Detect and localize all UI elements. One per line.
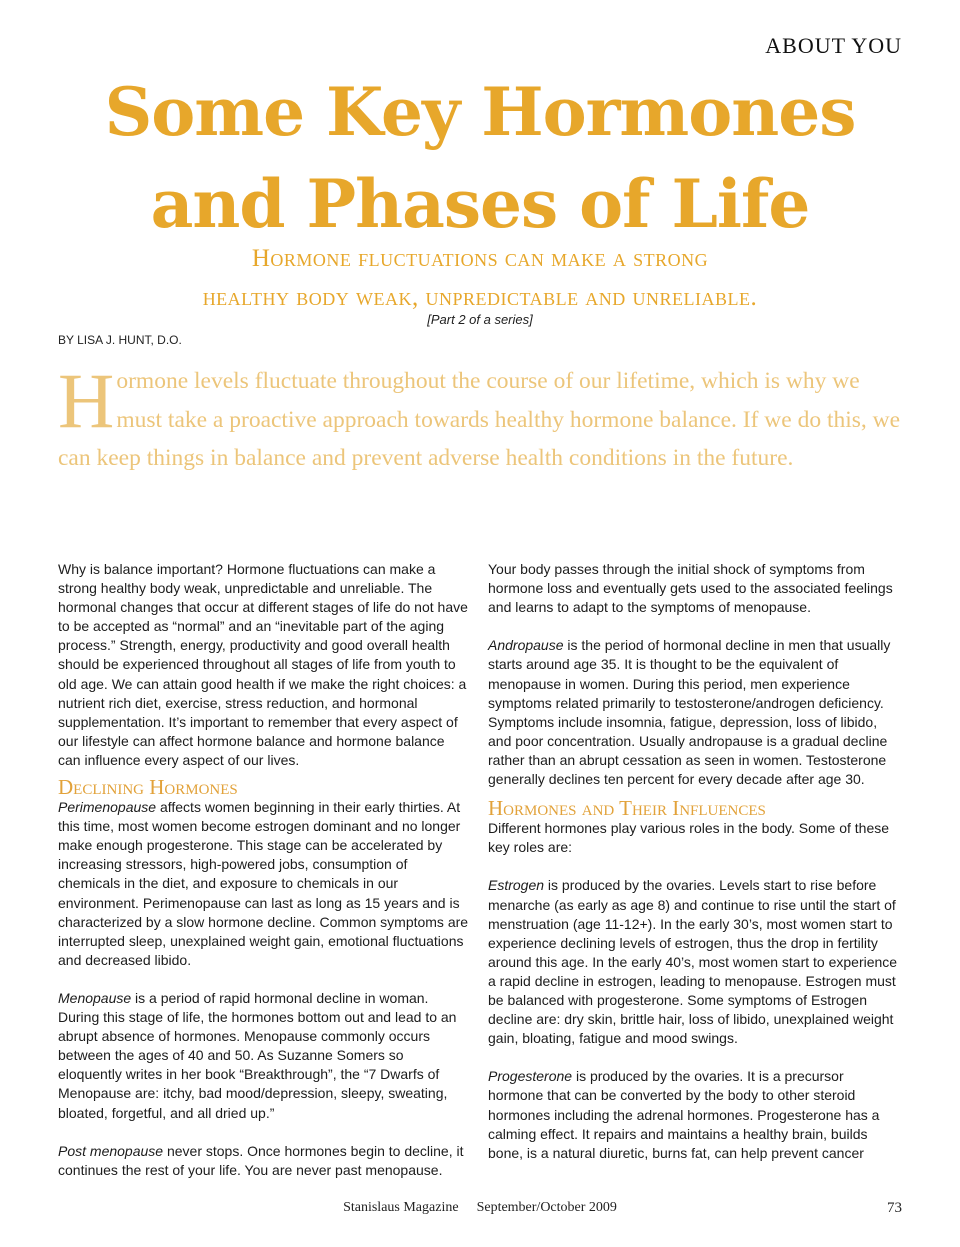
- issue-date: September/October 2009: [476, 1200, 617, 1215]
- post-menopause-term: Post menopause: [58, 1142, 164, 1159]
- page-footer: [0, 1200, 960, 1216]
- andropause-term: Andropause: [488, 637, 564, 654]
- page-number: 73: [887, 1200, 902, 1216]
- intro-text: ormone levels fluctuate throughout the course of our lifetime, which is why we must take a proactive approach towards healthy hormone balance. If we do this, we can keep things in balance and prevent adverse health conditions in the future.: [58, 368, 901, 471]
- hormones-influences-heading: Hormones and Their Influences: [488, 796, 766, 821]
- estrogen-paragraph: [488, 876, 902, 1048]
- post-menopause-paragraph: [58, 1142, 470, 1180]
- adaptation-paragraph: Your body passes through the initial shock of symptoms from hormone loss and eventually gets used to the associated feelings and learns to adapt to the symptoms of menopause.: [488, 561, 893, 616]
- perimenopause-text: affects women beginning in their early thirties. At this time, most women become estrogen dominant and no longer make enough progesterone. This stage can be accelerated by increasing stressors, high-powered jobs, consumption of chemicals in the diet, and exposure to chemicals in our environment. Perimenopause can last as long as 15 years and is characterized by a slow hormone decline. Common symptoms are interrupted sleep, unexplained weight gain, emotional fluctuations and decreased libido.: [58, 799, 469, 968]
- estrogen-text: is produced by the ovaries. Levels start to rise before menarche (as early as age 8) and continue to rise until the start of menstruation (age 11-12+). In the early 30’s, most women start to experience declining levels of estrogen, thus the drop in fertility around this age. In the early 40’s, most women start to experience a rapid decline in estrogen, leading to menopause. Estrogen must be balanced with progesterone. Some symptoms of Estrogen decline are: dry skin, brittle hair, loss of libido, unexplained weight gain, bloating, fatigue and mood swings.: [488, 877, 898, 1047]
- estrogen-term: Estrogen: [488, 877, 545, 894]
- perimenopause-paragraph: [58, 798, 470, 970]
- article-title-line-2: and Phases of Life: [150, 165, 810, 243]
- perimenopause-term: Perimenopause: [58, 799, 157, 816]
- intro-paragraph: [58, 357, 908, 478]
- drop-cap: H: [58, 357, 115, 444]
- progesterone-term: Progesterone: [488, 1068, 573, 1085]
- menopause-term: Menopause: [58, 989, 132, 1006]
- post-menopause-text: never stops. Once hormones begin to decline, it continues the rest of your life. You are never past menopause.: [58, 1142, 464, 1178]
- andropause-paragraph: [488, 636, 902, 789]
- article-title-line-1: Some Key Hormones: [104, 73, 856, 151]
- subtitle-line-2: healthy body weak, unpredictable and unreliable.: [202, 284, 758, 311]
- section-tag: ABOUT YOU: [765, 33, 902, 58]
- subtitle-line-1: Hormone fluctuations can make a strong: [251, 245, 709, 272]
- series-note: [Part 2 of a series]: [427, 312, 533, 327]
- byline: BY LISA J. HUNT, D.O.: [58, 333, 182, 347]
- menopause-paragraph: [58, 989, 470, 1123]
- progesterone-text: is produced by the ovaries. It is a precursor hormone that can be converted by the body to other steroid hormones including the adrenal hormones. Progesterone has a calming effect. It repairs and maintains a healthy brain, builds bone, is a natural diuretic, burns fat, can help prevent cancer: [488, 1068, 880, 1161]
- menopause-text: is a period of rapid hormonal decline in woman. During this stage of life, the hormones bottom out and lead to an abrupt absence of hormones. Menopause commonly occurs between the ages of 40 and 50. As Suzanne Somers so eloquently writes in her book “Breakthrough”, the “7 Dwarfs of Menopause are: itchy, bad mood/depression, sleepy, sweating, bloated, forgetful, and all dried up.”: [58, 989, 457, 1121]
- progesterone-paragraph: [488, 1067, 902, 1162]
- magazine-name: Stanislaus Magazine: [343, 1200, 459, 1215]
- key-roles-paragraph: Different hormones play various roles in the body. Some of these key roles are:: [488, 820, 890, 856]
- declining-hormones-heading: Declining Hormones: [58, 775, 238, 800]
- right-column: [488, 560, 902, 1163]
- left-column: [58, 560, 470, 1180]
- andropause-text: is the period of hormonal decline in men that usually starts around age 35. It is thought to be the equivalent of menopause in women. During this period, men experience symptoms related primarily to testosterone/androgen deficiency. Symptoms include insomnia, fatigue, depression, loss of libido, and poor concentration. Usually andropause is a gradual decline rather than an abrupt cessation as seen in women. Testosterone generally declines ten percent for every decade after age 30.: [488, 637, 891, 788]
- balance-paragraph: Why is balance important? Hormone fluctuations can make a strong healthy body weak, unpredictable and unreliable. The hormonal changes that occur at different stages of life do not have to be accepted as “normal” and an “inevitable part of the aging process.” Strength, energy, productivity and good overall health should be experienced throughout all stages of life from youth to old age. We can attain good health if we make the right choices: a nutrient rich diet, exercise, stress reduction, and hormonal supplementation. It’s important to remember that every aspect of our lifestyle can affect hormone balance and hormone balance can influence every aspect of our lives.: [58, 561, 468, 768]
